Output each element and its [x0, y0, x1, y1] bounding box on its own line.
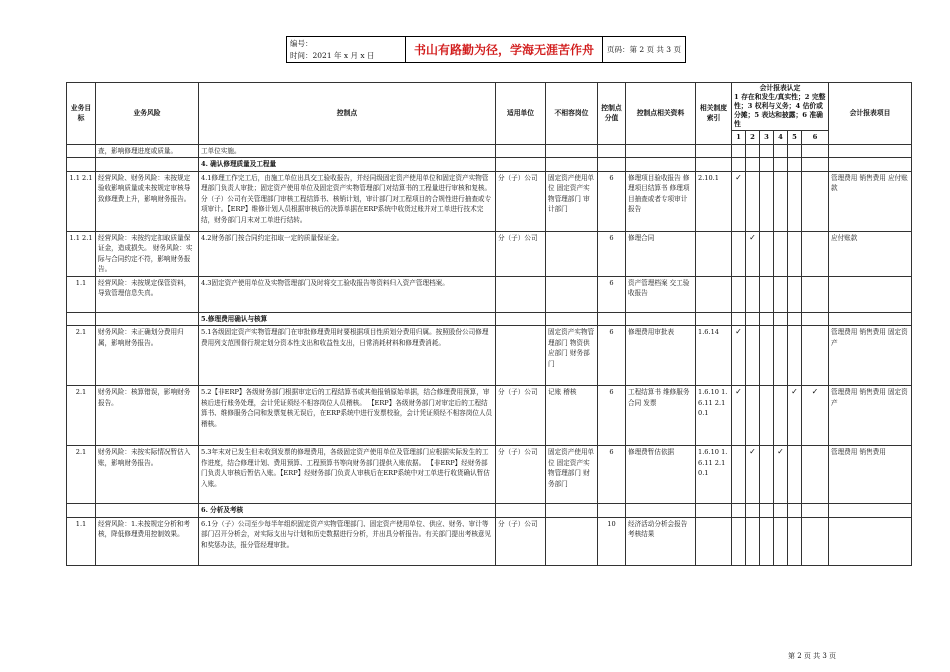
cell-report-items	[829, 276, 912, 312]
cell-score: 6	[598, 326, 626, 386]
cell	[760, 504, 774, 518]
cell-goal: 2.1	[67, 386, 96, 446]
check-mark: ✓	[802, 386, 829, 446]
check-mark	[788, 144, 802, 158]
cell-goal: 1.1	[67, 276, 96, 312]
cell-docs: 修理费暂估依据	[626, 446, 696, 504]
cell	[546, 158, 598, 172]
check-mark	[802, 171, 829, 231]
check-mark: ✓	[732, 171, 746, 231]
cell-control: 5.1各级固定资产实物管理部门在审批修理费用时要根据项目性质划分费用归属。按照股份公司修理费用列支范围督行规定划分资本性支出和收益性支出，日常消耗材料和修理费消耗。	[199, 326, 496, 386]
cell	[829, 312, 912, 326]
header-risk: 业务风险	[96, 83, 199, 145]
check-mark	[774, 386, 788, 446]
cell-control: 4.3固定资产使用单位及实物管理部门及时将交工验收报告等资料归入资产管理档案。	[199, 276, 496, 312]
check-mark	[802, 276, 829, 312]
check-mark	[760, 517, 774, 565]
cell	[598, 312, 626, 326]
cell-unit: 分（子）公司	[496, 446, 546, 504]
cell	[598, 504, 626, 518]
cell	[746, 504, 760, 518]
cell	[496, 312, 546, 326]
header-page-label: 页码：第 2 页 共 3 页	[607, 45, 681, 54]
cell	[802, 312, 829, 326]
header-motto: 书山有路勤为径，学海无涯苦作舟	[406, 37, 603, 62]
cell	[67, 158, 96, 172]
check-mark	[746, 171, 760, 231]
cell	[546, 312, 598, 326]
cell-unit	[496, 326, 546, 386]
check-mark	[802, 231, 829, 276]
check-mark	[788, 276, 802, 312]
control-matrix-table	[66, 82, 912, 566]
cell	[746, 312, 760, 326]
cell-goal	[67, 144, 96, 158]
table-row	[67, 326, 912, 386]
cell-incomp: 固定资产实物管理部门 物资供应部门 财务部门	[546, 326, 598, 386]
check-mark	[760, 386, 774, 446]
check-mark: ✓	[732, 386, 746, 446]
check-mark	[746, 517, 760, 565]
cell-docs: 修理项目验收报告 修理项目结算书 修理项目抽查或者专项审计报告	[626, 171, 696, 231]
check-mark	[760, 231, 774, 276]
cell-goal: 2.1	[67, 446, 96, 504]
check-mark	[788, 231, 802, 276]
header-audit-title: 会计报表认定	[759, 84, 801, 92]
check-mark	[774, 517, 788, 565]
cell-score: 6	[598, 231, 626, 276]
cell-idx: 2.10.1	[696, 171, 732, 231]
check-mark	[732, 446, 746, 504]
table-row	[67, 231, 912, 276]
cell-control: 5.3年末对已发生但未收到发票的修理费用，各级固定资产使用单位及管理部门应根据实际发生的工作进度，结合修理计划、费用预算、工程预算书等向财务部门提供入账依据。 【非ERP】经财务部门负责人审核后暂估入账。【ERP】经财务部门负责人审核后在ERP系统中对工单进行收货确认暂估入账。	[199, 446, 496, 504]
check-mark	[746, 386, 760, 446]
cell	[746, 158, 760, 172]
cell-score: 6	[598, 276, 626, 312]
section-row	[67, 504, 912, 518]
check-mark	[746, 144, 760, 158]
check-mark	[760, 276, 774, 312]
check-mark	[760, 171, 774, 231]
cell-docs	[626, 144, 696, 158]
cell-goal: 2.1	[67, 326, 96, 386]
cell	[760, 312, 774, 326]
check-mark	[802, 326, 829, 386]
section-title: 4. 确认修理质量及工程量	[199, 158, 496, 172]
header-docs: 控制点相关资料	[626, 83, 696, 145]
cell-score: 6	[598, 446, 626, 504]
cell	[788, 312, 802, 326]
check-mark: ✓	[732, 326, 746, 386]
cell-idx	[696, 517, 732, 565]
header-audit-number: 3	[760, 131, 774, 145]
page-footer: 第 2 页 共 3 页	[788, 652, 837, 660]
cell	[626, 158, 696, 172]
cell-docs: 资产管理档案 交工验收报告	[626, 276, 696, 312]
header-goal: 业务目标	[67, 83, 96, 145]
cell	[829, 504, 912, 518]
header-audit-number: 6	[802, 131, 829, 145]
cell-unit: 分（子）公司	[496, 231, 546, 276]
cell	[546, 504, 598, 518]
check-mark	[746, 326, 760, 386]
check-mark	[732, 276, 746, 312]
header-unit: 适用单位	[496, 83, 546, 145]
cell-report-items	[829, 144, 912, 158]
cell-control: 工单位实施。	[199, 144, 496, 158]
check-mark	[802, 144, 829, 158]
check-mark: ✓	[746, 231, 760, 276]
table-row	[67, 517, 912, 565]
cell-risk: 经营风险：1.未按规定分析和考核，降低修理费用控制效果。	[96, 517, 199, 565]
check-mark	[774, 231, 788, 276]
check-mark	[788, 326, 802, 386]
cell	[732, 158, 746, 172]
cell	[774, 312, 788, 326]
cell-risk: 财务风险：未按实际情况暂估入账，影响财务报告。	[96, 446, 199, 504]
cell	[96, 504, 199, 518]
section-title: 6. 分析及考核	[199, 504, 496, 518]
check-mark: ✓	[788, 386, 802, 446]
cell-docs: 修理合同	[626, 231, 696, 276]
table-row	[67, 144, 912, 158]
cell-goal: 1.1 2.1	[67, 231, 96, 276]
header-control: 控制点	[199, 83, 496, 145]
cell-incomp	[546, 517, 598, 565]
cell-unit: 分（子）公司	[496, 386, 546, 446]
header-meta	[287, 37, 406, 62]
check-mark	[774, 144, 788, 158]
cell-idx	[696, 276, 732, 312]
table-row	[67, 386, 912, 446]
cell-goal: 1.1 2.1	[67, 171, 96, 231]
check-mark: ✓	[774, 446, 788, 504]
table-body	[67, 144, 912, 565]
cell	[802, 504, 829, 518]
document-time-label: 时间：2021 年 x 月 x 日	[290, 51, 375, 60]
header-audit-number: 5	[788, 131, 802, 145]
cell-docs: 经济活动分析会报告 考核结果	[626, 517, 696, 565]
cell	[802, 158, 829, 172]
check-mark	[760, 144, 774, 158]
cell-risk: 经营风险：未按规定保管资料，导致管理信息失真。	[96, 276, 199, 312]
cell	[760, 158, 774, 172]
cell-report-items: 管理费用 销售费用 应付账款	[829, 171, 912, 231]
cell-goal: 1.1	[67, 517, 96, 565]
cell-idx	[696, 231, 732, 276]
cell-idx: 1.6.14	[696, 326, 732, 386]
check-mark	[760, 446, 774, 504]
cell-docs: 工程结算书 维修服务合同 发票	[626, 386, 696, 446]
section-row	[67, 312, 912, 326]
cell	[696, 504, 732, 518]
cell-risk: 经营风险：未按约定扣取质量保证金，造成损失。 财务风险：实际与合同约定不符，影响财务报告。	[96, 231, 199, 276]
check-mark	[788, 171, 802, 231]
check-mark	[732, 231, 746, 276]
cell-control: 4.2财务部门按合同约定扣取一定的质量保证金。	[199, 231, 496, 276]
check-mark	[774, 276, 788, 312]
cell	[496, 158, 546, 172]
check-mark	[788, 517, 802, 565]
check-mark	[732, 144, 746, 158]
cell	[774, 504, 788, 518]
cell-control: 5.2【非ERP】各级财务部门根据审定后的工程结算书或其他报销原始单据，结合修理费用预算，审核后进行账务处理，会计凭证须经不相容岗位人员稽核。 【ERP】各级财务部门对审定后的工程结算书、维修服务合同和发票复核无误后，在ERP系统中进行发票校验，会计凭证须经不相容岗位人员稽核。	[199, 386, 496, 446]
cell	[732, 504, 746, 518]
cell	[496, 504, 546, 518]
cell-incomp: 记账 稽核	[546, 386, 598, 446]
cell	[67, 312, 96, 326]
cell-report-items: 管理费用 销售费用 固定资产	[829, 326, 912, 386]
cell-report-items: 应付账款	[829, 231, 912, 276]
cell	[788, 504, 802, 518]
cell	[67, 504, 96, 518]
cell	[626, 504, 696, 518]
cell-report-items	[829, 517, 912, 565]
header-audit-desc: 1 存在和发生/真实性；2 完整性；3 权利与义务；4 估价或分摊；5 表达和披露；6 准确性	[734, 93, 826, 128]
cell-unit	[496, 276, 546, 312]
cell-risk: 经营风险、财务风险：未按规定验收影响质量或未按规定审核导致修理费上升，影响财务报告。	[96, 171, 199, 231]
cell-idx	[696, 144, 732, 158]
check-mark	[774, 326, 788, 386]
page-header	[286, 36, 686, 63]
header-audit-number: 4	[774, 131, 788, 145]
cell-score: 6	[598, 171, 626, 231]
cell-risk: 财务风险：核算错误，影响财务报告。	[96, 386, 199, 446]
cell-score: 6	[598, 386, 626, 446]
check-mark: ✓	[746, 446, 760, 504]
cell-incomp	[546, 231, 598, 276]
document-number-label: 编号：	[290, 39, 313, 48]
cell-incomp	[546, 276, 598, 312]
cell-report-items: 管理费用 销售费用 固定资产	[829, 386, 912, 446]
cell-docs: 修理费用审批表	[626, 326, 696, 386]
table-row	[67, 171, 912, 231]
check-mark	[746, 276, 760, 312]
header-audit-number: 2	[746, 131, 760, 145]
cell	[788, 158, 802, 172]
check-mark	[802, 446, 829, 504]
header-audit	[732, 83, 829, 131]
cell-incomp: 固定资产使用单位 固定资产实物管理部门 审计部门	[546, 171, 598, 231]
cell-control: 4.1修理工作完工后，由施工单位出具交工验收报告，并经同级固定资产使用单位和固定资产实物管理部门负责人审批；固定资产使用单位及固定资产实物管理部门对结算书的工程量进行审核和复核。分（子）公司有关管理部门审核工程结算书、核销计划，审计部门对工程项目的合规性进行抽查或专项审计。【ERP】维修计划人员根据审核后的决算单据在ERP系统中收货过账并对工单进行技术完结，财务部门月末对工单进行结转。	[199, 171, 496, 231]
header-audit-number: 1	[732, 131, 746, 145]
cell-report-items: 管理费用 销售费用	[829, 446, 912, 504]
check-mark	[760, 326, 774, 386]
cell-control: 6.1分（子）公司至少每半年组织固定资产实物管理部门、固定资产使用单位、供应、财务、审计等部门召开分析会，对实际支出与计划和历史数据进行分析，并出具分析报告。有关部门提出考核意见和奖惩办法，报分管经理审批。	[199, 517, 496, 565]
cell	[96, 312, 199, 326]
check-mark	[802, 517, 829, 565]
cell	[626, 312, 696, 326]
header-report-items: 会计报表项目	[829, 83, 912, 145]
cell-idx: 1.6.10 1.6.11 2.10.1	[696, 446, 732, 504]
table-row	[67, 446, 912, 504]
cell	[598, 158, 626, 172]
header-score: 控制点分值	[598, 83, 626, 145]
cell-incomp	[546, 144, 598, 158]
section-title: 5.修理费用确认与核算	[199, 312, 496, 326]
cell	[732, 312, 746, 326]
cell-risk: 查，影响修理进度或质量。	[96, 144, 199, 158]
cell-idx: 1.6.10 1.6.11 2.10.1	[696, 386, 732, 446]
cell-unit: 分（子）公司	[496, 171, 546, 231]
cell	[96, 158, 199, 172]
header-incompatible: 不相容岗位	[546, 83, 598, 145]
table-row	[67, 276, 912, 312]
cell	[829, 158, 912, 172]
cell-incomp: 固定资产使用单位 固定资产实物管理部门 财务部门	[546, 446, 598, 504]
cell-score: 10	[598, 517, 626, 565]
cell	[696, 312, 732, 326]
cell-risk: 财务风险：未正确划分费用归属，影响财务报告。	[96, 326, 199, 386]
cell-unit	[496, 144, 546, 158]
check-mark	[732, 517, 746, 565]
header-index: 相关制度索引	[696, 83, 732, 145]
cell	[696, 158, 732, 172]
check-mark	[774, 171, 788, 231]
check-mark	[788, 446, 802, 504]
section-row	[67, 158, 912, 172]
cell	[774, 158, 788, 172]
cell-unit: 分（子）公司	[496, 517, 546, 565]
cell-score	[598, 144, 626, 158]
